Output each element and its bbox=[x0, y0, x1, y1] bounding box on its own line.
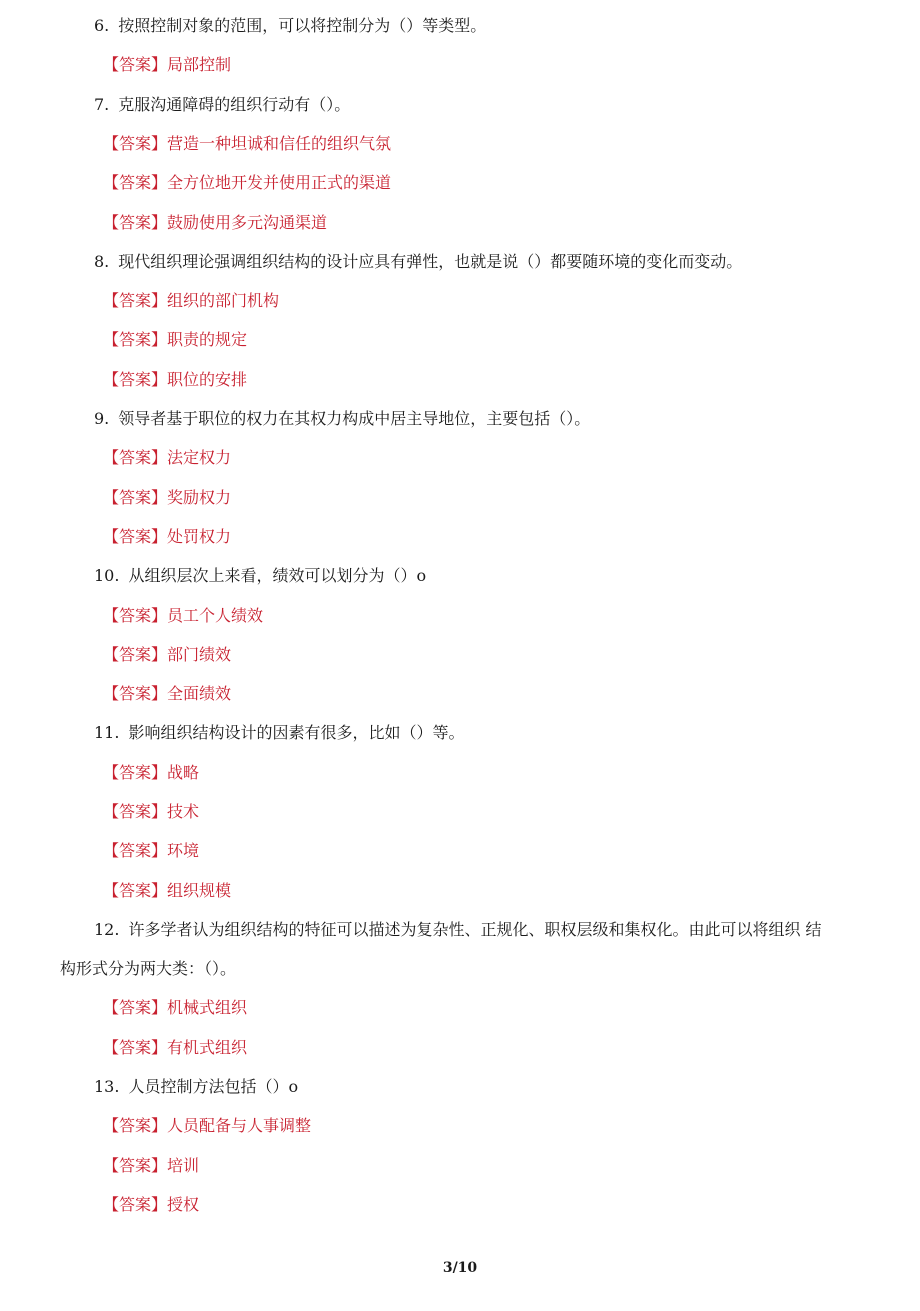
answer-line: 【答案】部门绩效 bbox=[103, 645, 232, 664]
answer-line: 【答案】职责的规定 bbox=[103, 330, 248, 349]
question-line bbox=[94, 16, 486, 36]
question-line bbox=[94, 95, 350, 115]
question-text: 现代组织理论强调组织结构的设计应具有弹性，也就是说（）都要随环境的变化而变动。 bbox=[118, 252, 743, 271]
question-number: 8. bbox=[94, 252, 110, 271]
question-text: 克服沟通障碍的组织行动有（）。 bbox=[118, 95, 351, 114]
answer-line: 【答案】全面绩效 bbox=[103, 684, 232, 703]
answer-line: 【答案】环境 bbox=[103, 841, 200, 860]
question-continuation-line: 构形式分为两大类：（）。 bbox=[60, 959, 237, 978]
question-number: 7. bbox=[94, 95, 110, 114]
question-number: 12. bbox=[94, 920, 120, 939]
question-text: 按照控制对象的范围，可以将控制分为（）等类型。 bbox=[118, 16, 487, 35]
answer-line: 【答案】职位的安排 bbox=[103, 370, 248, 389]
answer-line: 【答案】处罚权力 bbox=[103, 527, 232, 546]
answer-line: 【答案】组织规模 bbox=[103, 881, 232, 900]
answer-line: 【答案】组织的部门机构 bbox=[103, 291, 280, 310]
question-line bbox=[94, 1077, 298, 1097]
question-number: 9. bbox=[94, 409, 110, 428]
question-line bbox=[94, 409, 590, 429]
answer-line: 【答案】机械式组织 bbox=[103, 998, 248, 1017]
answer-line: 【答案】鼓励使用多元沟通渠道 bbox=[103, 213, 328, 232]
question-number: 6. bbox=[94, 16, 110, 35]
question-text: 领导者基于职位的权力在其权力构成中居主导地位，主要包括（）。 bbox=[118, 409, 591, 428]
answer-line: 【答案】局部控制 bbox=[103, 55, 232, 74]
question-text: 人员控制方法包括（）o bbox=[128, 1077, 299, 1096]
answer-line: 【答案】员工个人绩效 bbox=[103, 606, 264, 625]
answer-line: 【答案】授权 bbox=[103, 1195, 200, 1214]
page-number: 3/10 bbox=[442, 1260, 478, 1276]
answer-line: 【答案】人员配备与人事调整 bbox=[103, 1116, 312, 1135]
question-line bbox=[94, 252, 742, 272]
answer-line: 【答案】有机式组织 bbox=[103, 1038, 248, 1057]
question-number: 10. bbox=[94, 566, 120, 585]
answer-line: 【答案】培训 bbox=[103, 1156, 200, 1175]
answer-line: 【答案】营造一种坦诚和信任的组织气氛 bbox=[103, 134, 392, 153]
question-line bbox=[94, 566, 426, 586]
question-text: 许多学者认为组织结构的特征可以描述为复杂性、正规化、职权层级和集权化。由此可以将组织 结 bbox=[128, 920, 822, 939]
question-text: 影响组织结构设计的因素有很多，比如（）等。 bbox=[128, 723, 465, 742]
question-line bbox=[94, 920, 822, 940]
answer-line: 【答案】战略 bbox=[103, 763, 200, 782]
answer-line: 【答案】法定权力 bbox=[103, 448, 232, 467]
question-text: 从组织层次上来看，绩效可以划分为（）o bbox=[128, 566, 427, 585]
answer-line: 【答案】奖励权力 bbox=[103, 488, 232, 507]
question-line bbox=[94, 723, 464, 743]
question-number: 13. bbox=[94, 1077, 120, 1096]
question-number: 11. bbox=[94, 723, 120, 742]
answer-line: 【答案】技术 bbox=[103, 802, 200, 821]
answer-line: 【答案】全方位地开发并使用正式的渠道 bbox=[103, 173, 392, 192]
